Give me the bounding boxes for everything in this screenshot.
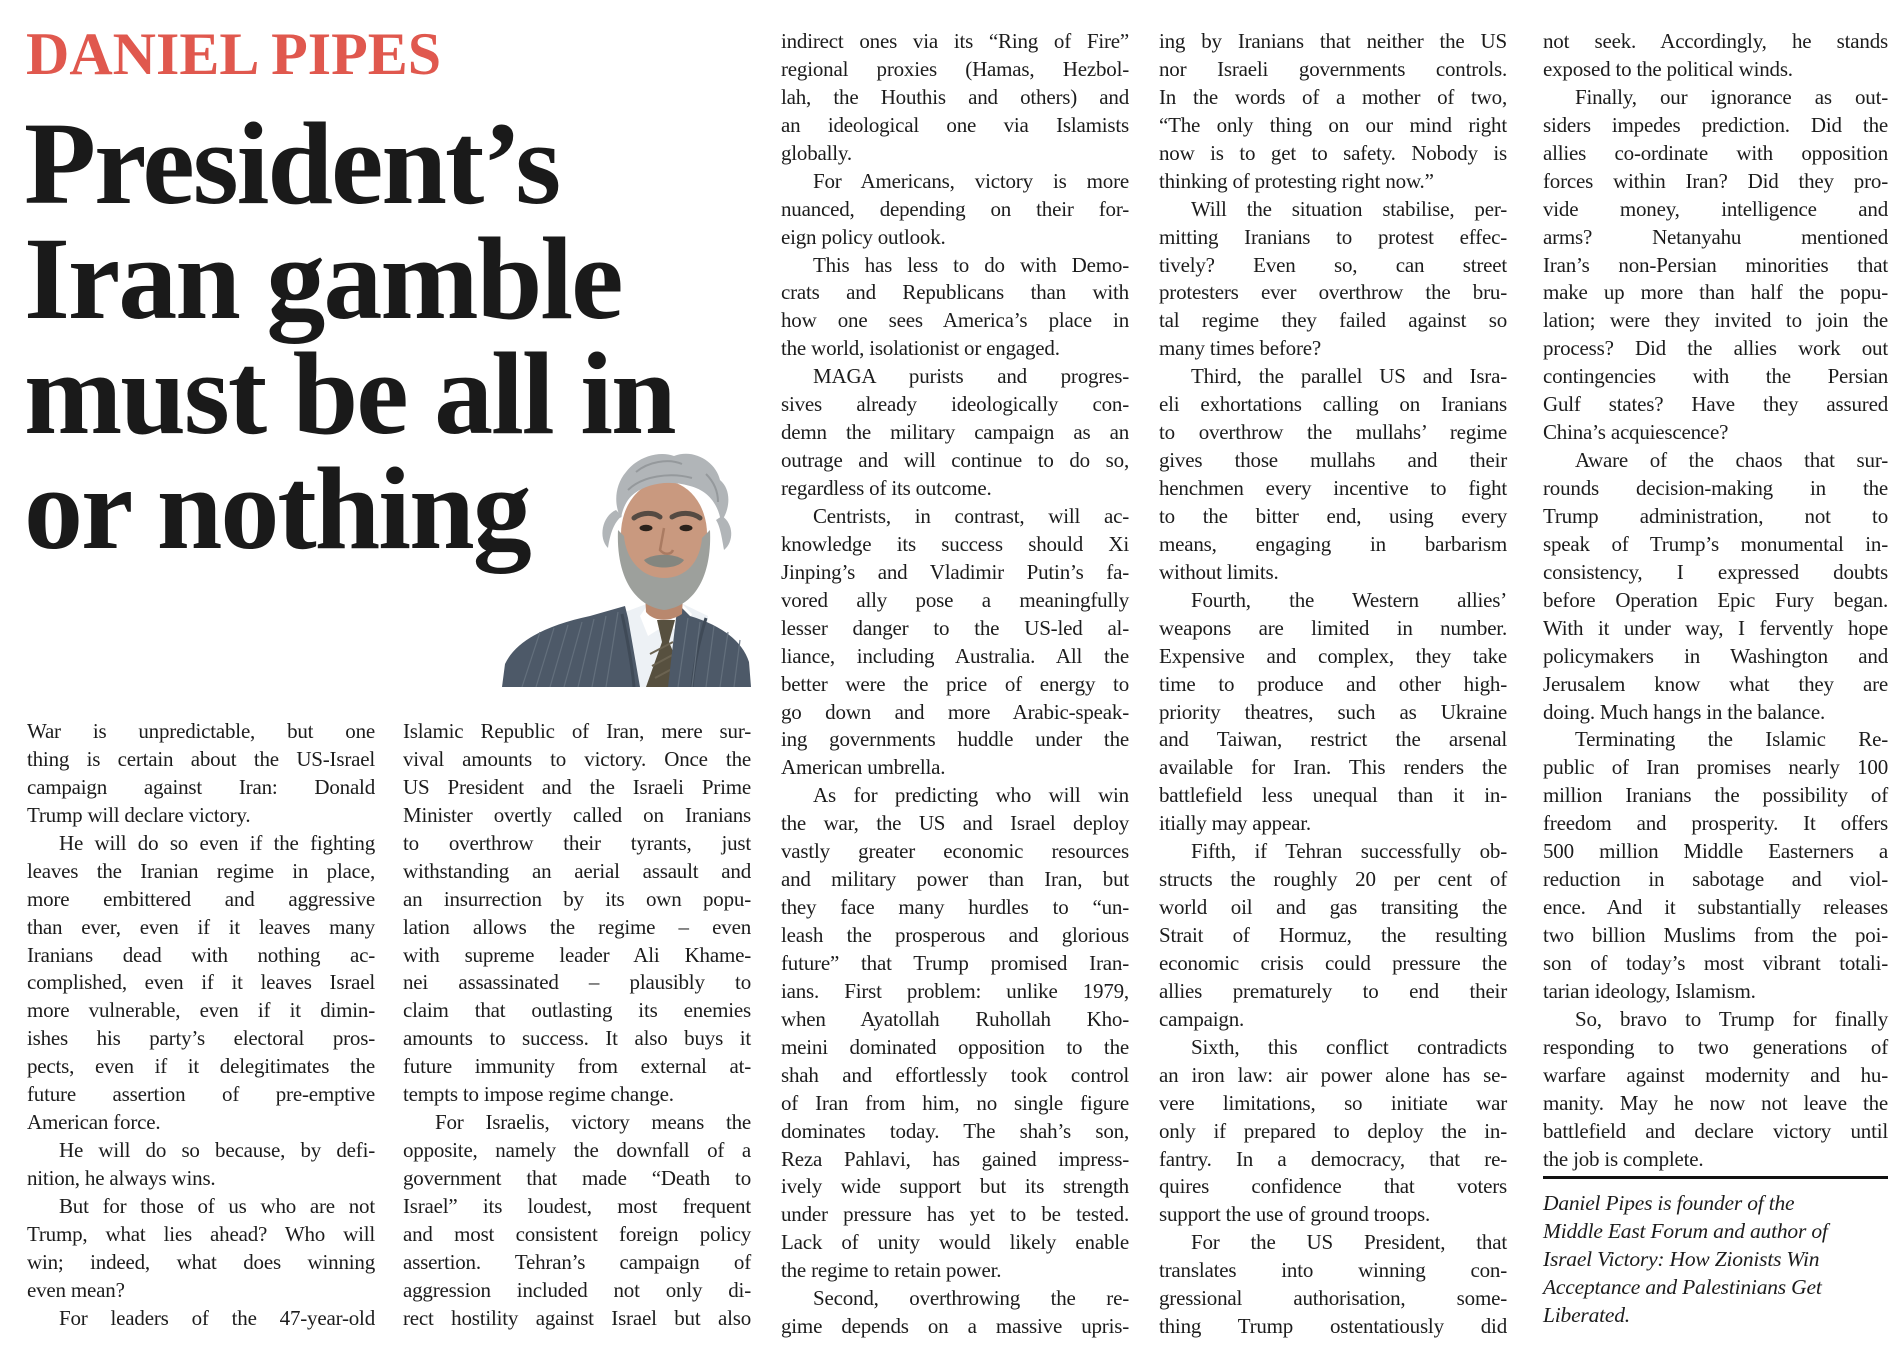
text-line: now is to get to safety. Nobody is	[1159, 140, 1507, 165]
text-line: warfare against modernity and hu-	[1543, 1062, 1888, 1087]
text-line: nor Israeli governments controls.	[1159, 56, 1507, 81]
text-line: to overthrow their tyrants, just	[403, 830, 751, 855]
text-line: MAGA purists and progres-	[813, 364, 1129, 389]
text-line: Third, the parallel US and Isra-	[1191, 364, 1507, 389]
text-line: and Taiwan, restrict the arsenal	[1159, 727, 1507, 752]
text-line: protesters ever overthrow the bru-	[1159, 280, 1507, 305]
text-line: He will do so even if the fighting	[59, 830, 375, 855]
text-line: lation allows the regime – even	[403, 914, 751, 939]
text-line: with supreme leader Ali Khame-	[403, 942, 751, 967]
text-line: Will the situation stabilise, per-	[1191, 196, 1507, 221]
text-line: vival amounts to victory. Once the	[403, 746, 751, 771]
text-line: when Ayatollah Ruhollah Kho-	[781, 1006, 1129, 1031]
text-line: many times before?	[1159, 336, 1322, 361]
text-line: reduction in sabotage and viol-	[1543, 867, 1888, 892]
headline-line: must be all in	[24, 328, 675, 459]
text-line: thing Trump ostentatiously did	[1159, 1314, 1507, 1339]
text-line: exposed to the political winds.	[1543, 56, 1793, 81]
text-line: go down and more Arabic-speak-	[781, 699, 1129, 724]
text-line: ians. First problem: unlike 1979,	[781, 978, 1129, 1003]
text-line: complished, even if it leaves Israel	[27, 970, 375, 995]
text-line: gressional authorisation, some-	[1159, 1286, 1507, 1311]
text-line: In the words of a mother of two,	[1159, 84, 1507, 109]
text-line: amounts to success. It also buys it	[403, 1026, 751, 1051]
text-line: vastly greater economic resources	[781, 839, 1129, 864]
text-line: eli exhortations calling on Iranians	[1159, 392, 1507, 417]
text-line: For leaders of the 47-year-old	[59, 1305, 375, 1330]
text-line: Gulf states? Have they assured	[1543, 392, 1888, 417]
text-line: Terminating the Islamic Re-	[1575, 727, 1888, 752]
text-line: Second, overthrowing the re-	[813, 1286, 1129, 1311]
text-line: Aware of the chaos that sur-	[1575, 448, 1888, 473]
text-line: son of today’s most vibrant totali-	[1543, 950, 1888, 975]
text-line: Centrists, in contrast, will ac-	[813, 503, 1129, 528]
text-line: vide money, intelligence and	[1543, 196, 1888, 221]
text-line: War is unpredictable, but one	[27, 719, 375, 743]
hair-right-tuft	[716, 516, 731, 550]
text-line: Jinping’s and Vladimir Putin’s fa-	[781, 559, 1129, 584]
text-line: Trump will declare victory.	[27, 802, 251, 827]
text-line: Trump administration, not to	[1543, 503, 1888, 528]
text-line: ence. And it substantially releases	[1543, 895, 1888, 920]
text-line: Lack of unity would likely enable	[781, 1230, 1129, 1255]
text-line: nei assassinated – plausibly to	[403, 970, 751, 995]
text-line: means, engaging in barbarism	[1159, 531, 1507, 556]
text-line: China’s acquiescence?	[1543, 420, 1729, 445]
text-line: pects, even if it delegitimates the	[27, 1054, 375, 1079]
text-line: rounds decision-making in the	[1543, 476, 1888, 500]
text-line: support the use of ground troops.	[1159, 1202, 1431, 1227]
article-column-3	[781, 28, 1129, 1341]
text-line: freedom and prosperity. It offers	[1543, 811, 1888, 836]
bio-line: Daniel Pipes is founder of the	[1543, 1191, 1795, 1215]
text-line: For Israelis, victory means the	[435, 1110, 751, 1135]
text-line: under pressure has yet to be tested.	[781, 1202, 1129, 1227]
author-bio	[1543, 1176, 1888, 1329]
author-portrait-illustration	[502, 446, 751, 687]
text-line: 500 million Middle Easterners a	[1543, 839, 1888, 864]
text-line: responding to two generations of	[1543, 1034, 1888, 1059]
eye-left	[640, 525, 653, 531]
text-line: than ever, even if it leaves many	[27, 914, 375, 939]
text-line: Islamic Republic of Iran, mere sur-	[403, 719, 751, 743]
text-line: nuanced, depending on their for-	[781, 196, 1129, 221]
text-line: outrage and will continue to do so,	[781, 448, 1129, 473]
text-line: Minister overtly called on Iranians	[403, 802, 751, 827]
text-line: sives already ideologically con-	[781, 392, 1129, 417]
text-line: better were the price of energy to	[781, 671, 1129, 696]
byline-kicker: DANIEL PIPES	[26, 21, 442, 87]
bio-line: Israel Victory: How Zionists Win	[1543, 1247, 1820, 1272]
text-line: million Iranians the possibility of	[1543, 783, 1888, 808]
suit-right	[668, 606, 751, 687]
text-line: world oil and gas transiting the	[1159, 895, 1507, 920]
text-line: This has less to do with Demo-	[813, 252, 1129, 277]
text-line: gime depends on a massive upris-	[781, 1314, 1129, 1339]
text-line: arms? Netanyahu mentioned	[1543, 224, 1888, 249]
text-line: mitting Iranians to protest effec-	[1159, 224, 1507, 249]
bio-line: Middle East Forum and author of	[1543, 1219, 1828, 1244]
text-line: make up more than half the popu-	[1543, 280, 1888, 305]
text-line: knowledge its success should Xi	[781, 531, 1129, 556]
text-line: ively wide support but its strength	[781, 1174, 1129, 1199]
text-line: more vulnerable, even if it dimin-	[27, 998, 375, 1023]
text-line: regardless of its outcome.	[781, 476, 992, 500]
text-line: and military power than Iran, but	[781, 867, 1129, 892]
text-line: As for predicting who will win	[813, 783, 1129, 808]
text-line: But for those of us who are not	[59, 1193, 375, 1218]
text-line: campaign against Iran: Donald	[27, 774, 375, 799]
text-line: regional proxies (Hamas, Hezbol-	[781, 56, 1129, 81]
text-line: Iran’s non-Persian minorities that	[1543, 252, 1888, 277]
article-column-4	[1159, 28, 1507, 1341]
text-line: tal regime they failed against so	[1159, 308, 1507, 333]
text-line: tively? Even so, can street	[1159, 252, 1507, 277]
text-line: Jerusalem know what they are	[1543, 671, 1888, 696]
text-line: Reza Pahlavi, has gained impress-	[781, 1146, 1129, 1171]
text-line: ing governments huddle under the	[781, 727, 1129, 752]
text-line: campaign.	[1159, 1006, 1245, 1031]
text-line: gives those mullahs and their	[1159, 448, 1507, 473]
text-line: battlefield less unequal than it in-	[1159, 783, 1507, 808]
eye-right	[680, 525, 693, 531]
text-line: opposite, namely the downfall of a	[403, 1138, 751, 1163]
text-line: fantry. In a democracy, that re-	[1159, 1146, 1507, 1171]
text-line: globally.	[781, 140, 852, 165]
text-line: priority theatres, such as Ukraine	[1159, 699, 1507, 724]
headline-line: President’s	[24, 98, 560, 229]
text-line: Finally, our ignorance as out-	[1575, 84, 1888, 109]
text-line: meini dominated opposition to the	[781, 1034, 1129, 1059]
text-line: Israel” its loudest, most frequent	[403, 1193, 751, 1218]
text-line: the world, isolationist or engaged.	[781, 336, 1060, 361]
text-line: and most consistent foreign policy	[403, 1221, 751, 1246]
text-line: For the US President, that	[1191, 1230, 1507, 1255]
text-line: itially may appear.	[1159, 811, 1311, 836]
bio-line: Liberated.	[1543, 1303, 1630, 1328]
text-line: liance, including Australia. All the	[781, 643, 1129, 668]
text-line: Fourth, the Western allies’	[1191, 587, 1507, 612]
text-line: leash the prosperous and glorious	[781, 923, 1129, 947]
text-line: quires confidence that voters	[1159, 1174, 1507, 1199]
text-line: crats and Republicans than with	[781, 280, 1129, 305]
text-line: Expensive and complex, they take	[1159, 643, 1507, 668]
text-line: consistency, I expressed doubts	[1543, 559, 1888, 584]
text-line: vored ally pose a meaningfully	[781, 587, 1129, 612]
text-line: nition, he always wins.	[27, 1166, 216, 1190]
text-line: thing is certain about the US-Israel	[27, 746, 375, 771]
text-line: structs the roughly 20 per cent of	[1159, 867, 1507, 892]
text-line: of Iran from him, no single figure	[781, 1090, 1129, 1115]
text-line: government that made “Death to	[403, 1166, 751, 1190]
text-line: So, bravo to Trump for finally	[1575, 1006, 1888, 1031]
text-line: American umbrella.	[781, 755, 946, 780]
text-line: battlefield and declare victory until	[1543, 1118, 1888, 1143]
text-line: dominates today. The shah’s son,	[781, 1118, 1129, 1143]
text-line: manity. May he now not leave the	[1543, 1090, 1888, 1115]
text-line: an ideological one via Islamists	[781, 112, 1129, 137]
text-line: an insurrection by its own popu-	[403, 886, 751, 911]
text-line: aggression included not only di-	[403, 1277, 751, 1302]
text-line: available for Iran. This renders the	[1159, 755, 1507, 780]
text-line: lesser danger to the US-led al-	[781, 615, 1129, 640]
text-line: With it under way, I fervently hope	[1543, 615, 1888, 640]
text-line: to overthrow the mullahs’ regime	[1159, 420, 1507, 445]
text-line: leaves the Iranian regime in place,	[27, 858, 375, 883]
text-line: policymakers in Washington and	[1543, 643, 1888, 668]
article-column-2	[403, 718, 751, 1333]
text-line: only if prepared to deploy the in-	[1159, 1118, 1507, 1143]
text-line: demn the military campaign as an	[781, 420, 1129, 445]
text-line: “The only thing on our mind right	[1159, 112, 1507, 137]
text-line: the regime to retain power.	[781, 1258, 1002, 1283]
text-line: assertion. Tehran’s campaign of	[403, 1249, 751, 1274]
text-line: two billion Muslims from the poi-	[1543, 923, 1888, 947]
text-line: contingencies with the Persian	[1543, 364, 1888, 389]
text-line: forces within Iran? Did they pro-	[1543, 168, 1888, 193]
text-line: future” that Trump promised Iran-	[781, 950, 1129, 975]
torso	[502, 603, 751, 687]
text-line: American force.	[27, 1110, 161, 1135]
text-line: lation; were they invited to join the	[1543, 308, 1888, 333]
text-line: win; indeed, what does winning	[27, 1249, 375, 1274]
text-line: allies co-ordinate with opposition	[1543, 140, 1888, 165]
text-line: Fifth, if Tehran successfully ob-	[1191, 839, 1507, 864]
text-line: without limits.	[1159, 559, 1279, 584]
text-line: henchmen every incentive to fight	[1159, 476, 1507, 500]
text-line: claim that outlasting its enemies	[403, 998, 751, 1023]
text-line: tempts to impose regime change.	[403, 1082, 674, 1107]
text-line: shah and effortlessly took control	[781, 1062, 1129, 1087]
text-line: future immunity from external at-	[403, 1054, 751, 1079]
text-line: For Americans, victory is more	[813, 168, 1129, 193]
text-line: Trump, what lies ahead? Who will	[27, 1221, 375, 1246]
text-line: to the bitter end, using every	[1159, 503, 1507, 528]
text-line: thinking of protesting right now.”	[1159, 168, 1434, 193]
article-column-1	[27, 718, 375, 1333]
text-line: the war, the US and Israel deploy	[781, 811, 1129, 836]
text-line: future assertion of pre-emptive	[27, 1082, 375, 1107]
text-line: US President and the Israeli Prime	[403, 774, 751, 799]
text-line: economic crisis could pressure the	[1159, 950, 1507, 975]
text-line: allies prematurely to end their	[1159, 978, 1507, 1003]
text-line: not seek. Accordingly, he stands	[1543, 29, 1888, 53]
text-line: He will do so because, by defi-	[59, 1138, 375, 1163]
text-line: Sixth, this conflict contradicts	[1191, 1034, 1507, 1059]
text-line: withstanding an aerial assault and	[403, 858, 751, 883]
article-column-5	[1543, 28, 1888, 1173]
text-line: how one sees America’s place in	[781, 308, 1129, 333]
text-line: they face many hurdles to “un-	[781, 895, 1129, 920]
text-line: doing. Much hangs in the balance.	[1543, 699, 1826, 724]
text-line: the job is complete.	[1543, 1146, 1704, 1171]
text-line: Strait of Hormuz, the resulting	[1159, 923, 1507, 947]
text-line: process? Did the allies work out	[1543, 336, 1888, 361]
bio-divider-rule	[1543, 1176, 1888, 1179]
text-line: translates into winning con-	[1159, 1258, 1507, 1283]
headline-line: or nothing	[24, 443, 530, 574]
text-line: weapons are limited in number.	[1159, 615, 1507, 640]
author-photo	[502, 446, 751, 687]
text-line: indirect ones via its “Ring of Fire”	[781, 29, 1129, 53]
text-line: tarian ideology, Islamism.	[1543, 978, 1756, 1003]
text-line: speak of Trump’s monumental in-	[1543, 531, 1888, 556]
text-line: time to produce and other high-	[1159, 671, 1507, 696]
text-line: an iron law: air power alone has se-	[1159, 1062, 1507, 1087]
text-line: rect hostility against Israel but also	[403, 1305, 751, 1330]
text-line: even mean?	[27, 1277, 125, 1302]
text-line: lah, the Houthis and others) and	[781, 84, 1129, 109]
text-line: eign policy outlook.	[781, 224, 946, 249]
bio-line: Acceptance and Palestinians Get	[1543, 1275, 1822, 1300]
text-line: public of Iran promises nearly 100	[1543, 755, 1888, 780]
headline-line: Iran gamble	[24, 213, 622, 344]
text-line: Iranians dead with nothing ac-	[27, 942, 375, 967]
text-line: ishes his party’s electoral pros-	[27, 1026, 375, 1051]
suit-left	[502, 606, 640, 687]
head	[602, 454, 731, 620]
text-line: more embittered and aggressive	[27, 886, 375, 911]
text-line: before Operation Epic Fury began.	[1543, 587, 1888, 612]
text-line: siders impedes prediction. Did the	[1543, 112, 1888, 137]
text-line: vere limitations, so initiate war	[1159, 1090, 1507, 1115]
text-line: ing by Iranians that neither the US	[1159, 29, 1507, 53]
